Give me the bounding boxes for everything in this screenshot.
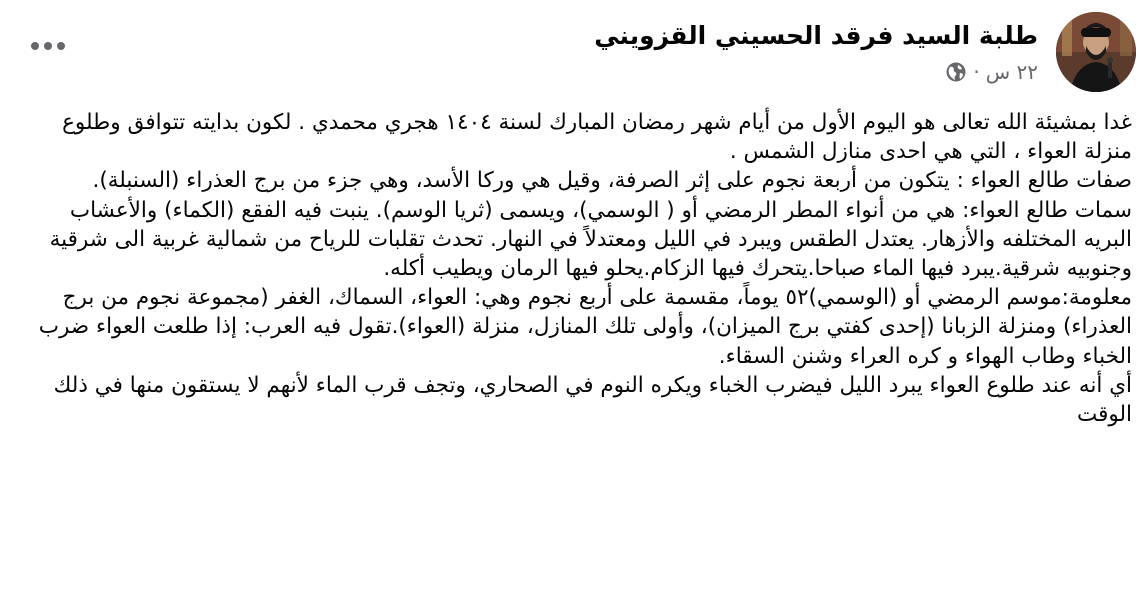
post-paragraph: معلومة:موسم الرمضي أو (الوسمي)٥٢ يوماً، مقسمة على أربع نجوم وهي: العواء، السماك، الغفر (مجموعة نجوم من برج العذراء) ومنزلة الزبانا (إحدى كفتي برج الميزان)، وأولى تلك المنازل، منزلة (العواء).تقول فيه العرب: إذا طلعت العواء ضرب الخباء وطاب الهواء و كره العراء وشنن السقاء. — [38, 285, 1132, 369]
post-timestamp[interactable]: ٢٢ س — [985, 60, 1038, 84]
author-block — [594, 18, 1038, 84]
post-meta — [594, 60, 1038, 84]
meta-separator: · — [973, 60, 980, 84]
more-options-dot — [57, 42, 65, 50]
more-options-button[interactable] — [26, 34, 70, 58]
post-paragraph: أي أنه عند طلوع العواء يبرد الليل فيضرب الخباء ويكره النوم في الصحاري، وتجف قرب الماء لأنهم لا يستقون منها في ذلك الوقت — [53, 372, 1132, 428]
post-body — [16, 108, 1132, 429]
more-options-icon — [31, 42, 39, 50]
post-paragraph: غدا بمشيئة الله تعالى هو اليوم الأول من أيام شهر رمضان المبارك لسنة ١٤٠٤ هجري محمدي . لكون بدايته تتوافق وطلوع منزلة العواء ، التي هي احدى منازل الشمس . — [62, 110, 1132, 165]
post-header — [12, 12, 1136, 92]
avatar-photo — [1056, 12, 1136, 92]
author-name[interactable]: طلبة السيد فرقد الحسيني القزويني — [594, 21, 1038, 50]
more-options-dot — [44, 42, 52, 50]
post-paragraph: صفات طالع العواء : يتكون من أربعة نجوم على إثر الصرفة، وقيل هي وركا الأسد، وهي جزء من برج العذراء (السنبلة). — [92, 168, 1132, 194]
post-paragraph: سمات طالع العواء: هي من أنواء المطر الرمضي أو ( الوسمي)، ويسمى (ثريا الوسم). ينبت فيه الفقع (الكماء) والأعشاب البريه المختلفه والأزهار. يعتدل الطقس ويبرد في الليل ومعتدلاً في النهار. تحدث تقلبات للرياح من شمالية غربية الى شرقية وجنوبيه شرقية.يبرد فيها الماء صباحا.يتحرك فيها الزكام.يحلو فيها الرمان ويطيب أكله. — [49, 197, 1132, 282]
globe-icon[interactable] — [945, 61, 967, 83]
avatar[interactable] — [1056, 12, 1136, 92]
